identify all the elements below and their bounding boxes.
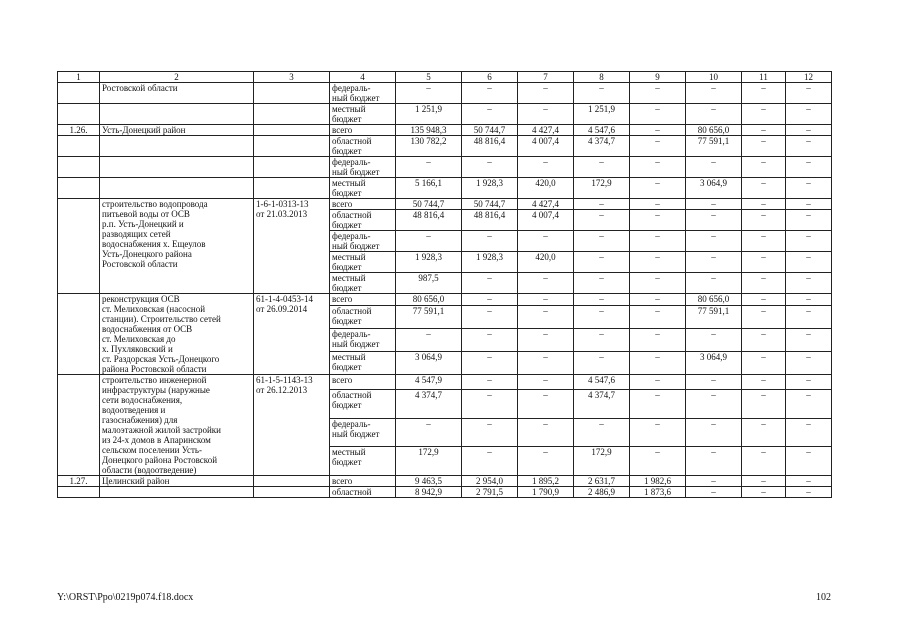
row-value: – [518,157,574,178]
row-value: – [686,447,742,476]
row-value: 4 547,9 [396,375,462,390]
row-value: – [786,125,832,136]
row-value: 5 166,1 [396,178,462,199]
row-value: – [462,231,518,252]
row-value: – [786,352,832,375]
row-value: – [462,390,518,419]
row-value: 1 895,2 [518,476,574,487]
row-value: 1 928,3 [462,252,518,273]
row-value: – [462,447,518,476]
row-value: – [630,375,686,390]
row-value: – [574,210,630,231]
row-value: – [686,390,742,419]
row-value: – [518,375,574,390]
row-value: – [462,104,518,125]
row-document [254,83,330,104]
row-value: – [786,199,832,210]
row-value: – [396,231,462,252]
row-value: – [786,104,832,125]
footer-file-path: Y:\ORST\Ppo\0219p074.f18.docx [57,592,194,603]
row-value: – [686,210,742,231]
row-number [58,104,100,125]
row-source: федераль- ный бюджет [330,157,396,178]
row-value: – [518,352,574,375]
row-value: – [742,329,786,352]
row-value: – [574,294,630,306]
row-source: областной бюджет [330,136,396,157]
row-value: 77 591,1 [686,136,742,157]
row-value: 3 064,9 [686,352,742,375]
row-value: – [742,390,786,419]
header-cell: 1 [58,72,100,83]
row-value: – [630,352,686,375]
table-row [58,375,832,390]
row-value: – [630,306,686,329]
row-source: федераль- ный бюджет [330,83,396,104]
header-cell: 12 [786,72,832,83]
row-value: 77 591,1 [686,306,742,329]
row-value: – [786,252,832,273]
row-value: – [630,157,686,178]
row-value: – [396,418,462,447]
row-value: – [630,178,686,199]
row-value: – [518,390,574,419]
row-value: – [630,125,686,136]
row-document: 1-6-1-0313-13 от 21.03.2013 [254,199,330,294]
row-value: 420,0 [518,252,574,273]
header-cell: 6 [462,72,518,83]
header-cell: 11 [742,72,786,83]
row-value: – [574,273,630,294]
row-value: – [786,294,832,306]
row-source: местный бюджет [330,104,396,125]
row-value: – [742,352,786,375]
row-number [58,83,100,104]
row-value: – [686,252,742,273]
row-value: – [518,231,574,252]
row-document: 61-1-5-1143-13 от 26.12.2013 [254,375,330,476]
row-source: областной бюджет [330,390,396,419]
row-number [58,157,100,178]
row-value: – [742,136,786,157]
row-value: – [630,390,686,419]
row-value: – [630,252,686,273]
row-value: 4 007,4 [518,136,574,157]
row-value: – [630,210,686,231]
row-value: – [630,83,686,104]
row-value: – [686,329,742,352]
row-value: – [742,487,786,498]
row-value: 48 816,4 [462,136,518,157]
row-value: – [786,476,832,487]
row-value: – [574,352,630,375]
row-value: 2 954,0 [462,476,518,487]
row-value: – [742,157,786,178]
row-document [254,125,330,136]
row-source: местный бюджет [330,352,396,375]
row-value: – [686,418,742,447]
row-value: – [742,83,786,104]
row-value: 77 591,1 [396,306,462,329]
row-value: – [786,390,832,419]
row-document [254,157,330,178]
row-value: – [742,375,786,390]
row-source: областной [330,487,396,498]
row-value: – [462,294,518,306]
row-value: 80 656,0 [686,125,742,136]
header-cell: 5 [396,72,462,83]
row-value: 987,5 [396,273,462,294]
table-row [58,125,832,136]
row-value: – [574,329,630,352]
row-source: всего [330,294,396,306]
row-source: всего [330,476,396,487]
row-value: – [786,375,832,390]
row-value: – [742,178,786,199]
row-value: – [686,199,742,210]
row-source: областной бюджет [330,210,396,231]
header-cell: 7 [518,72,574,83]
row-value: – [742,418,786,447]
row-description [100,104,254,125]
row-value: – [518,306,574,329]
row-value: 8 942,9 [396,487,462,498]
row-value: 172,9 [574,447,630,476]
row-source: областной бюджет [330,306,396,329]
row-document: 61-1-4-0453-14 от 26.09.2014 [254,294,330,375]
row-value: 50 744,7 [462,199,518,210]
row-value: – [686,476,742,487]
row-value: 4 547,6 [574,375,630,390]
row-value: – [742,273,786,294]
row-source: федераль- ный бюджет [330,418,396,447]
row-value: – [786,418,832,447]
row-value: – [686,157,742,178]
row-value: – [630,199,686,210]
row-number [58,199,100,294]
row-number [58,375,100,476]
row-value: – [742,125,786,136]
row-value: 2 631,7 [574,476,630,487]
table-row [58,178,832,199]
row-value: – [630,447,686,476]
row-number: 1.27. [58,476,100,487]
row-value: – [786,273,832,294]
row-value: – [742,476,786,487]
table-row [58,199,832,210]
row-value: – [686,487,742,498]
row-value: – [786,306,832,329]
row-value: – [742,231,786,252]
row-value: 50 744,7 [396,199,462,210]
row-value: – [686,231,742,252]
row-value: 80 656,0 [686,294,742,306]
row-value: – [462,418,518,447]
row-value: 4 374,7 [574,136,630,157]
row-value: 4 374,7 [396,390,462,419]
row-value: 1 251,9 [396,104,462,125]
row-value: – [742,447,786,476]
row-value: 48 816,4 [396,210,462,231]
row-value: – [462,375,518,390]
row-value: – [742,210,786,231]
row-value: 2 486,9 [574,487,630,498]
row-value: 420,0 [518,178,574,199]
row-value: – [742,306,786,329]
row-value: – [742,104,786,125]
row-value: – [786,83,832,104]
row-value: 48 816,4 [462,210,518,231]
row-value: 1 790,9 [518,487,574,498]
row-value: 80 656,0 [396,294,462,306]
row-value: – [786,157,832,178]
table-row [58,487,832,498]
row-value: – [630,329,686,352]
row-value: – [574,157,630,178]
budget-table [57,71,832,498]
row-value: – [786,329,832,352]
row-value: – [686,273,742,294]
row-value: – [786,210,832,231]
row-value: – [518,447,574,476]
row-value: – [518,294,574,306]
row-value: – [786,487,832,498]
header-cell: 8 [574,72,630,83]
row-value: – [574,252,630,273]
row-value: – [462,273,518,294]
footer-page-number: 102 [816,592,831,603]
row-value: 172,9 [574,178,630,199]
row-value: – [686,375,742,390]
row-source: местный бюджет [330,252,396,273]
row-value: – [630,104,686,125]
row-description: Целинский район [100,476,254,487]
row-description: Ростовской области [100,83,254,104]
row-value: – [630,294,686,306]
row-description [100,157,254,178]
row-value: – [786,231,832,252]
row-value: 1 928,3 [462,178,518,199]
row-description: реконструкция ОСВ ст. Мелиховская (насосной станции). Строительство сетей водоснабжения от ОСВ ст. Мелиховская до х. Пухляковский и ст. Раздорская Усть-Донецкого района Ростовской области [100,294,254,375]
row-source: местный бюджет [330,178,396,199]
row-value: – [686,83,742,104]
row-value: – [462,352,518,375]
row-source: местный бюджет [330,273,396,294]
row-source: всего [330,199,396,210]
row-document [254,136,330,157]
row-value: – [742,199,786,210]
row-value: 135 948,3 [396,125,462,136]
row-value: – [742,252,786,273]
header-cell: 10 [686,72,742,83]
row-source: федераль- ный бюджет [330,231,396,252]
row-value: – [396,329,462,352]
row-value: 130 782,2 [396,136,462,157]
table-row [58,83,832,104]
row-value: – [574,418,630,447]
row-number [58,136,100,157]
row-value: 4 547,6 [574,125,630,136]
row-value: 1 873,6 [630,487,686,498]
table-row [58,104,832,125]
row-value: – [742,294,786,306]
row-value: – [518,418,574,447]
row-value: 1 251,9 [574,104,630,125]
row-value: 4 374,7 [574,390,630,419]
row-value: 1 982,6 [630,476,686,487]
row-value: 1 928,3 [396,252,462,273]
row-document [254,178,330,199]
row-value: – [574,231,630,252]
row-source: всего [330,125,396,136]
row-value: – [518,104,574,125]
row-document [254,487,330,498]
row-value: – [518,329,574,352]
row-value: – [574,83,630,104]
row-value: 50 744,7 [462,125,518,136]
row-value: 9 463,5 [396,476,462,487]
header-cell: 9 [630,72,686,83]
row-value: 172,9 [396,447,462,476]
row-value: – [518,83,574,104]
row-description [100,136,254,157]
row-value: – [518,273,574,294]
row-value: – [574,306,630,329]
row-value: – [630,273,686,294]
row-value: – [574,199,630,210]
table-row [58,157,832,178]
row-value: – [786,136,832,157]
row-source: местный бюджет [330,447,396,476]
row-number [58,487,100,498]
row-description: строительство инженерной инфраструктуры (наружные сети водоснабжения, водоотведения и газоснабжения) для малоэтажной жилой застройки из 24-х домов в Апаринском сельском поселении Усть- Донецкого района Ростовской области (водоотведение) [100,375,254,476]
row-value: 3 064,9 [396,352,462,375]
table-row [58,294,832,306]
row-description: строительство водопровода питьевой воды от ОСВ р.п. Усть-Донецкий и разводящих сетей водоснабжения х. Ещеулов Усть-Донецкого района Ростовской области [100,199,254,294]
row-value: – [396,83,462,104]
row-value: – [686,104,742,125]
row-description: Усть-Донецкий район [100,125,254,136]
row-value: – [630,231,686,252]
row-description [100,178,254,199]
row-value: – [462,157,518,178]
row-value: – [786,178,832,199]
row-description [100,487,254,498]
row-value: – [630,418,686,447]
row-document [254,104,330,125]
row-value: 4 427,4 [518,125,574,136]
header-cell: 3 [254,72,330,83]
row-value: 4 427,4 [518,199,574,210]
row-source: всего [330,375,396,390]
row-value: – [396,157,462,178]
header-cell: 2 [100,72,254,83]
row-document [254,476,330,487]
row-value: – [462,306,518,329]
row-number [58,294,100,375]
row-value: – [630,136,686,157]
table-row [58,136,832,157]
row-number [58,178,100,199]
row-value: – [786,447,832,476]
row-value: – [462,83,518,104]
header-cell: 4 [330,72,396,83]
row-value: – [462,329,518,352]
row-value: 2 791,5 [462,487,518,498]
row-value: 4 007,4 [518,210,574,231]
row-number: 1.26. [58,125,100,136]
row-value: 3 064,9 [686,178,742,199]
row-source: федераль- ный бюджет [330,329,396,352]
table-row [58,476,832,487]
